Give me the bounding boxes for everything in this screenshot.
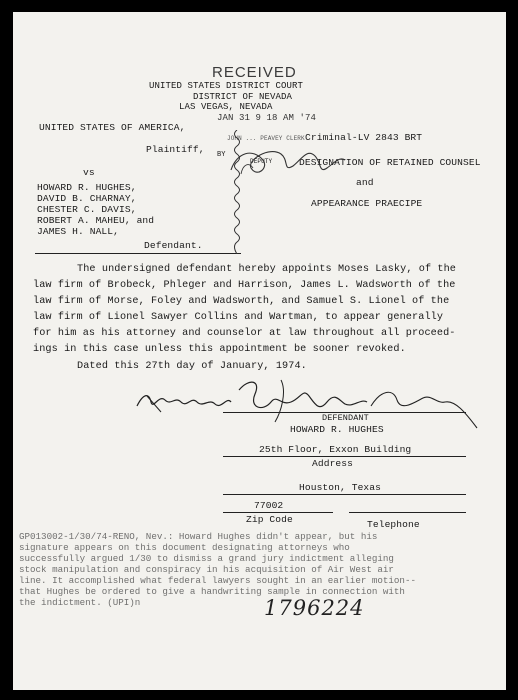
- defendant-1: HOWARD R. HUGHES,: [37, 182, 137, 193]
- defendant-3: CHESTER C. DAVIS,: [37, 204, 137, 215]
- press-caption-line-2: signature appears on this document designating attorneys who: [19, 542, 350, 553]
- body-line-1: The undersigned defendant hereby appoints Moses Lasky, of the: [77, 264, 457, 275]
- clerk-initials-scribble: [223, 138, 353, 188]
- stamp-court: UNITED STATES DISTRICT COURT: [149, 81, 304, 91]
- defendant-role: Defendant.: [144, 240, 203, 251]
- press-caption-line-5: line. It accomplished what federal lawyers sought in an earlier motion--: [19, 575, 416, 586]
- press-caption-line-4: stock manipulation and conspiracy in his acquisition of Air West air: [19, 564, 394, 575]
- telephone-rule: [349, 512, 466, 513]
- address-line: 25th Floor, Exxon Building: [259, 444, 412, 455]
- plaintiff-name: UNITED STATES OF AMERICA,: [39, 122, 186, 133]
- city-rule: [223, 494, 466, 495]
- handwritten-archive-number: 1796224: [264, 596, 365, 620]
- handwritten-signature: [131, 372, 481, 432]
- body-line-4: law firm of Lionel Sawyer Collins and Wartman, to appear generally: [33, 312, 444, 323]
- stamp-by: BY: [217, 151, 226, 159]
- document-title-1: DESIGNATION OF RETAINED COUNSEL: [299, 157, 481, 168]
- stamp-date: JAN 31 9 18 AM '74: [217, 113, 317, 123]
- press-caption-line-3: successfully argued 1/30 to dismiss a grand jury indictment alleging: [19, 553, 394, 564]
- defendant-4: ROBERT A. MAHEU, and: [37, 215, 155, 226]
- zip-label: Zip Code: [246, 514, 293, 525]
- city-line: Houston, Texas: [299, 482, 382, 493]
- signer-role: DEFENDANT: [322, 413, 369, 423]
- caption-bottom-rule: [35, 253, 241, 254]
- zip-rule: [223, 512, 333, 513]
- stamp-district: DISTRICT OF NEVADA: [193, 92, 293, 102]
- case-number: Criminal-LV 2843 BRT: [305, 132, 423, 143]
- press-caption-line-6: that Hughes be ordered to give a handwriting sample in connection with: [19, 586, 405, 597]
- zip-value: 77002: [254, 500, 284, 511]
- signer-name: HOWARD R. HUGHES: [290, 424, 384, 435]
- dated-line: Dated this 27th day of January, 1974.: [77, 361, 307, 372]
- telephone-label: Telephone: [367, 519, 420, 530]
- body-line-3: law firm of Morse, Foley and Wadsworth, and Samuel S. Lionel of the: [33, 296, 450, 307]
- plaintiff-role: Plaintiff,: [146, 144, 205, 155]
- address-rule: [223, 456, 466, 457]
- received-stamp-title: RECEIVED: [212, 64, 297, 81]
- body-line-5: for him as his attorney and counselor at law throughout all proceed-: [33, 328, 456, 339]
- press-caption-line-7: the indictment. (UPI)n: [19, 597, 141, 608]
- stamp-deputy: DEPUTY: [250, 158, 273, 165]
- address-label: Address: [312, 458, 354, 469]
- defendant-5: JAMES H. NALL,: [37, 226, 120, 237]
- defendant-2: DAVID B. CHARNAY,: [37, 193, 137, 204]
- press-caption-line-1: GP013002-1/30/74-RENO, Nev.: Howard Hughes didn't appear, but his: [19, 531, 378, 542]
- stamp-clerk: JOHN ... PEAVEY CLERK: [227, 135, 305, 142]
- document-title-2: APPEARANCE PRAECIPE: [311, 198, 423, 209]
- document-title-and: and: [356, 177, 374, 188]
- document-page: [13, 12, 506, 690]
- body-line-6: ings in this case unless this appointment be sooner revoked.: [33, 344, 406, 355]
- stamp-city: LAS VEGAS, NEVADA: [179, 102, 273, 112]
- body-line-2: law firm of Brobeck, Phleger and Harrison, James L. Wadsworth of the: [33, 280, 456, 291]
- versus-label: vs: [83, 167, 95, 178]
